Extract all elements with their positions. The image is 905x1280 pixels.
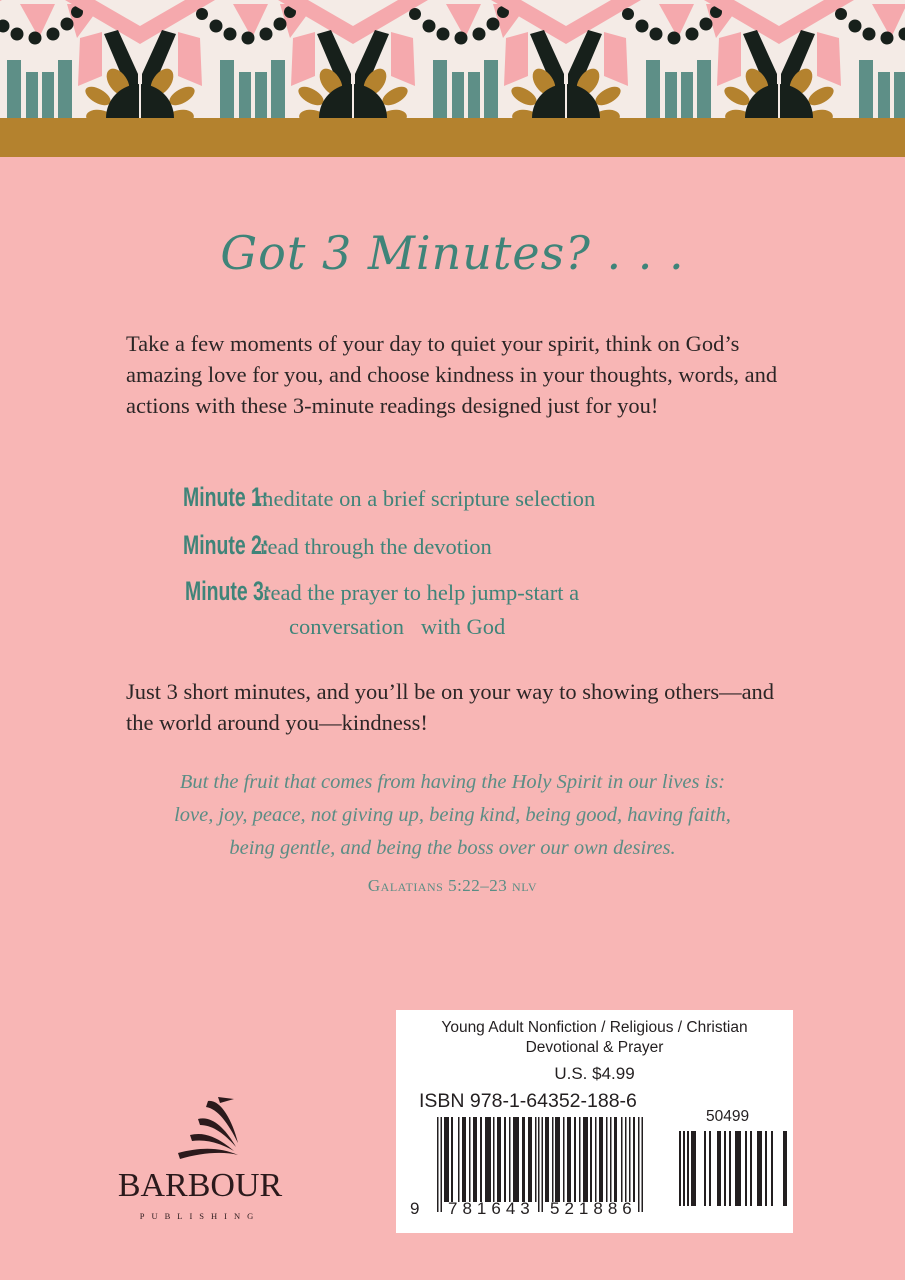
step-label: Minute 2:	[183, 530, 269, 560]
verse-citation: Galatians 5:22–23 nlv	[367, 876, 538, 895]
headline: Got 3 Minutes? . . .	[220, 226, 685, 280]
price-code: 50499	[706, 1108, 750, 1125]
step-minute-1	[183, 482, 595, 513]
step-label: Minute 3:	[185, 576, 271, 606]
step-3-continuation: conversation with God	[289, 614, 506, 639]
step-text: read the prayer to help jump-start a	[263, 580, 580, 605]
step-minute-2	[183, 530, 492, 561]
decorative-pattern-header	[0, 0, 905, 118]
publisher-logo	[110, 1095, 290, 1225]
publisher-name: BARBOUR	[117, 1167, 283, 1204]
step-text: read through the devotion	[260, 534, 492, 559]
category-line-1: Young Adult Nonfiction / Religious / Christian	[441, 1019, 748, 1036]
step-text: meditate on a brief scripture selection	[256, 486, 596, 511]
verse-line: But the fruit that comes from having the Holy Spirit in our lives is:	[179, 771, 726, 793]
category-line-2: Devotional & Prayer	[525, 1039, 664, 1056]
price: U.S. $4.99	[554, 1064, 635, 1083]
intro-paragraph: Take a few moments of your day to quiet your spirit, think on God’s amazing love for you, and choose kindness in your thoughts, words, and actions with these 3-minute readings designed just for you!	[126, 331, 778, 418]
book-pages-icon	[110, 1095, 290, 1167]
barcode-label	[396, 1010, 793, 1233]
step-label: Minute 1:	[183, 482, 269, 512]
verse-line: love, joy, peace, not giving up, being kind, being good, having faith,	[174, 804, 731, 826]
scripture-verse	[100, 766, 805, 865]
barcode-digits-left: 781643	[448, 1199, 535, 1218]
outro-paragraph: Just 3 short minutes, and you’ll be on your way to showing others—and the world around you—kindness!	[126, 679, 775, 735]
isbn: ISBN 978-1-64352-188-6	[419, 1090, 637, 1112]
folk-pattern-graphic	[0, 0, 905, 118]
verse-line: being gentle, and being the boss over our own desires.	[229, 837, 676, 859]
barcode-digits-right: 521886	[550, 1199, 637, 1218]
publisher-subtitle: PUBLISHING	[139, 1211, 261, 1221]
gold-band	[0, 118, 905, 157]
step-minute-3	[185, 576, 579, 607]
price-addon-barcode	[679, 1131, 789, 1206]
isbn-barcode	[437, 1117, 652, 1212]
barcode-digit-first: 9	[410, 1199, 425, 1218]
